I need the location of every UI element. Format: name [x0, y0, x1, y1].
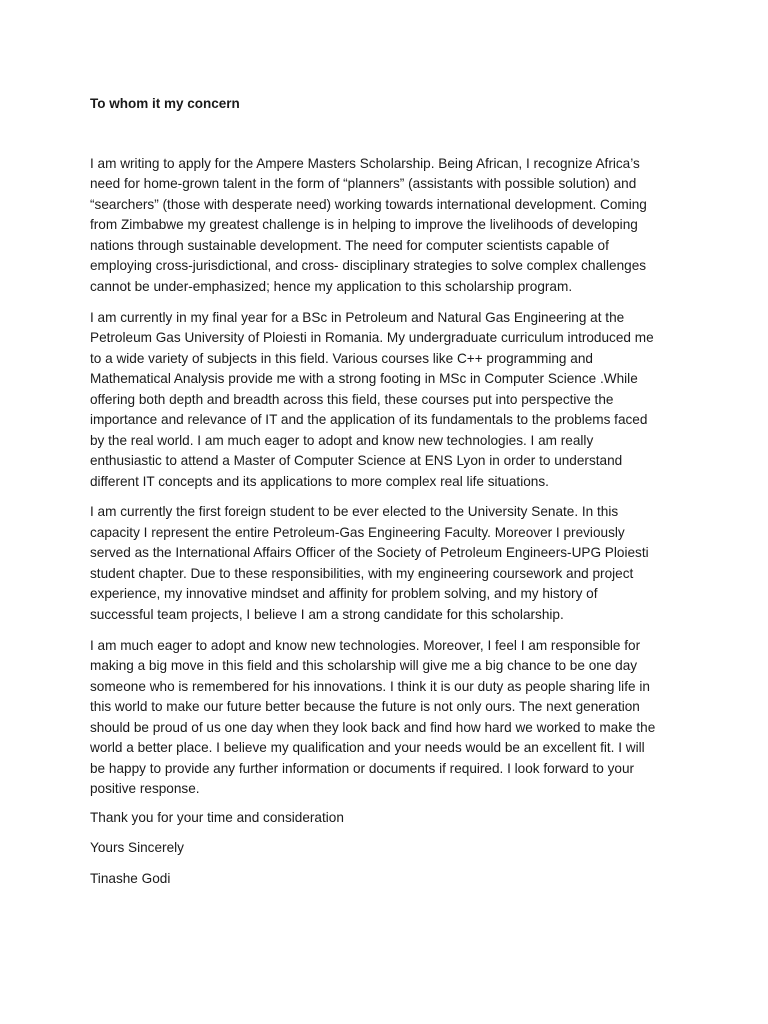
paragraph-line: someone who is remembered for his innovations. I think it is our duty as people sharing life in [90, 679, 650, 694]
paragraph-line: world a better place. I believe my qualification and your needs would be an excellent fit. I will [90, 740, 645, 755]
salutation: To whom it my concern [90, 96, 240, 111]
paragraph-line: nations through sustainable development. The need for computer scientists capable of [90, 238, 609, 253]
paragraph-line: this world to make our future better because the future is not only ours. The next generation [90, 699, 640, 714]
signature-name: Tinashe Godi [90, 871, 171, 886]
paragraph-line: student chapter. Due to these responsibilities, with my engineering coursework and project [90, 566, 634, 581]
paragraph-line: making a big move in this field and this scholarship will give me a big chance to be one day [90, 658, 638, 673]
paragraph-line: different IT concepts and its applications to more complex real life situations. [90, 474, 549, 489]
paragraph-line: should be proud of us one day when they look back and find how hard we worked to make the [90, 720, 656, 735]
paragraph-line: from Zimbabwe my greatest challenge is in helping to improve the livelihoods of developing [90, 217, 638, 232]
paragraph-line: I am writing to apply for the Ampere Masters Scholarship. Being African, I recognize Africa’s [90, 156, 640, 171]
paragraph-line: I am currently the first foreign student to be ever elected to the University Senate. In this [90, 504, 619, 519]
paragraph-line: capacity I represent the entire Petroleum-Gas Engineering Faculty. Moreover I previously [90, 525, 625, 540]
paragraph-line: be happy to provide any further information or documents if required. I look forward to your [90, 761, 635, 776]
paragraph-line: by the real world. I am much eager to adopt and know new technologies. I am really [90, 433, 594, 448]
paragraph-line: successful team projects, I believe I am a strong candidate for this scholarship. [90, 607, 564, 622]
paragraph-line: need for home-grown talent in the form of “planners” (assistants with possible solution) and [90, 176, 637, 191]
paragraph-line: offering both depth and breadth across this field, these courses put into perspective the [90, 392, 614, 407]
paragraph-line: experience, my innovative mindset and affinity for problem solving, and my history of [90, 586, 598, 601]
paragraph-line: I am currently in my final year for a BSc in Petroleum and Natural Gas Engineering at the [90, 310, 625, 325]
paragraph-line: served as the International Affairs Officer of the Society of Petroleum Engineers-UPG Ploiesti [90, 545, 649, 560]
paragraph-line: “searchers” (those with desperate need) working towards international development. Coming [90, 197, 647, 212]
paragraph-line: Mathematical Analysis provide me with a strong footing in MSc in Computer Science .While [90, 371, 638, 386]
signoff-line: Yours Sincerely [90, 840, 184, 855]
paragraph-line: to a wide variety of subjects in this field. Various courses like C++ programming and [90, 351, 593, 366]
paragraph-line: importance and relevance of IT and the application of its fundamentals to the problems faced [90, 412, 648, 427]
paragraph-line: cannot be under-emphasized; hence my application to this scholarship program. [90, 279, 573, 294]
paragraph-line: Petroleum Gas University of Ploiesti in Romania. My undergraduate curriculum introduced me [90, 330, 654, 345]
thanks-line: Thank you for your time and consideration [90, 810, 344, 825]
paragraph-line: I am much eager to adopt and know new technologies. Moreover, I feel I am responsible for [90, 638, 641, 653]
paragraph-line: enthusiastic to attend a Master of Computer Science at ENS Lyon in order to understand [90, 453, 623, 468]
paragraph-line: positive response. [90, 781, 200, 796]
paragraph-line: employing cross-jurisdictional, and cross- disciplinary strategies to solve complex challenges [90, 258, 647, 273]
